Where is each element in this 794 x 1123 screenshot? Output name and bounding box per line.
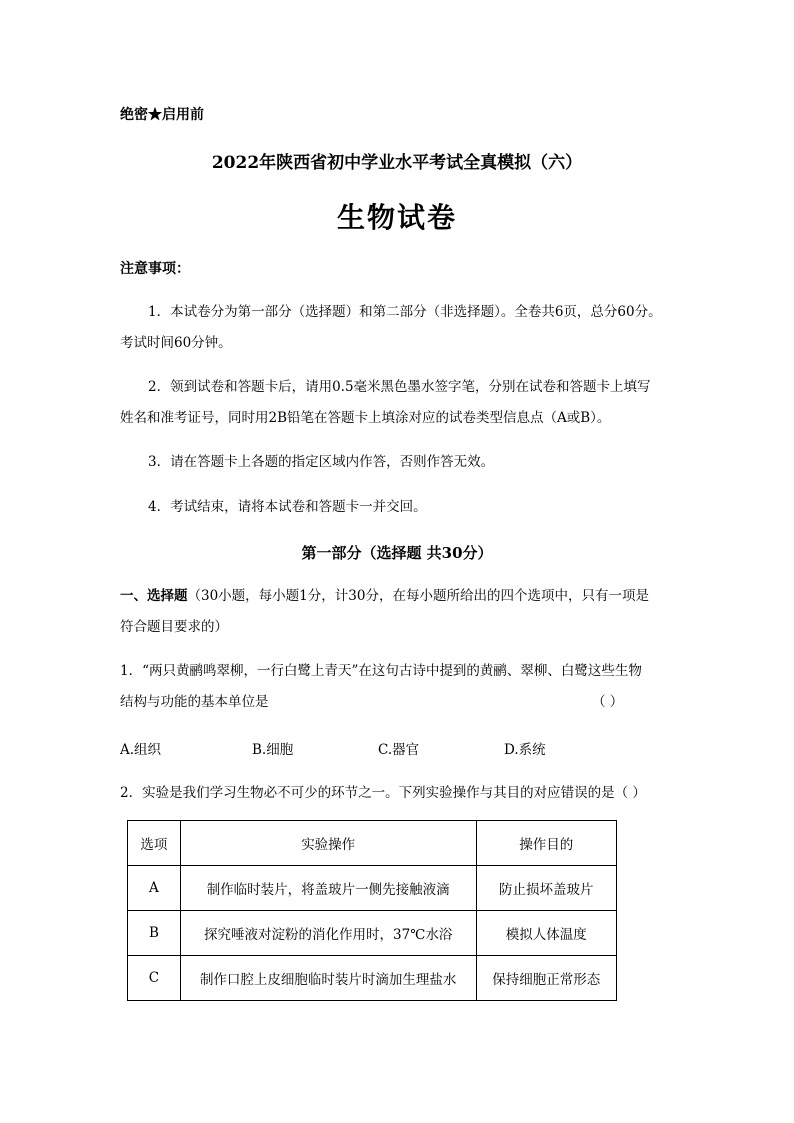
part-label: 一、选择题 bbox=[120, 588, 188, 604]
notice-item-3: 3．请在答题卡上各题的指定区域内作答，否则作答无效。 bbox=[148, 454, 495, 470]
part-desc-line2: 符合题目要求的） bbox=[120, 619, 228, 635]
table-header-cell: 操作目的 bbox=[476, 821, 616, 866]
table-cell: B bbox=[128, 911, 181, 956]
section-title: 第一部分（选择题 共30分） bbox=[301, 544, 493, 562]
q1-option-b: B.细胞 bbox=[252, 742, 294, 758]
question-1-line2: 结构与功能的基本单位是 bbox=[120, 694, 269, 710]
notice-item-1-line2: 考试时间60分钟。 bbox=[120, 335, 232, 351]
table-header-cell: 实验操作 bbox=[180, 821, 476, 866]
table-cell: 保持细胞正常形态 bbox=[476, 956, 616, 1001]
q1-option-a: A.组织 bbox=[120, 742, 162, 758]
notice-item-2-line1: 2．领到试卷和答题卡后，请用0.5毫米黑色墨水签字笔，分别在试卷和答题卡上填写 bbox=[148, 379, 651, 395]
notice-item-2-line2: 姓名和准考证号，同时用2B铅笔在答题卡上填涂对应的试卷类型信息点（A或B）。 bbox=[120, 410, 611, 426]
notice-item-4: 4．考试结束，请将本试卷和答题卡一并交回。 bbox=[148, 499, 427, 515]
table-row bbox=[128, 956, 617, 1001]
notice-heading: 注意事项： bbox=[120, 261, 190, 277]
table-cell: 制作临时装片，将盖玻片一侧先接触液滴 bbox=[180, 866, 476, 911]
exam-title: 2022年陕西省初中学业水平考试全真模拟（六） bbox=[211, 153, 583, 173]
table-cell: 制作口腔上皮细胞临时装片时滴加生理盐水 bbox=[180, 956, 476, 1001]
table-header-cell: 选项 bbox=[128, 821, 181, 866]
notice-item-1-line1: 1．本试卷分为第一部分（选择题）和第二部分（非选择题）。全卷共6页，总分60分。 bbox=[148, 304, 662, 320]
q1-option-d: D.系统 bbox=[504, 742, 546, 758]
experiment-table bbox=[127, 820, 617, 1001]
confidential-mark: 绝密★启用前 bbox=[120, 107, 204, 123]
question-2-stem: 2．实验是我们学习生物必不可少的环节之一。下列实验操作与其目的对应错误的是（ ） bbox=[120, 785, 646, 801]
question-1-answer-paren: （ ） bbox=[592, 694, 624, 710]
part-intro bbox=[120, 586, 649, 606]
table-cell: 探究唾液对淀粉的消化作用时，37℃水浴 bbox=[180, 911, 476, 956]
table-row bbox=[128, 866, 617, 911]
question-1-line1: 1．“两只黄鹂鸣翠柳，一行白鹭上青天”在这句古诗中提到的黄鹂、翠柳、白鹭这些生物 bbox=[120, 663, 642, 679]
table-row bbox=[128, 911, 617, 956]
subject-title: 生物试卷 bbox=[336, 201, 457, 234]
q1-option-c: C.器官 bbox=[378, 742, 420, 758]
table-header-row bbox=[128, 821, 617, 866]
table-cell: 防止损坏盖玻片 bbox=[476, 866, 616, 911]
table-cell: C bbox=[128, 956, 181, 1001]
table-cell: 模拟人体温度 bbox=[476, 911, 616, 956]
table-cell: A bbox=[128, 866, 181, 911]
part-desc-line1: （30小题，每小题1分，计30分，在每小题所给出的四个选项中，只有一项是 bbox=[187, 588, 649, 604]
